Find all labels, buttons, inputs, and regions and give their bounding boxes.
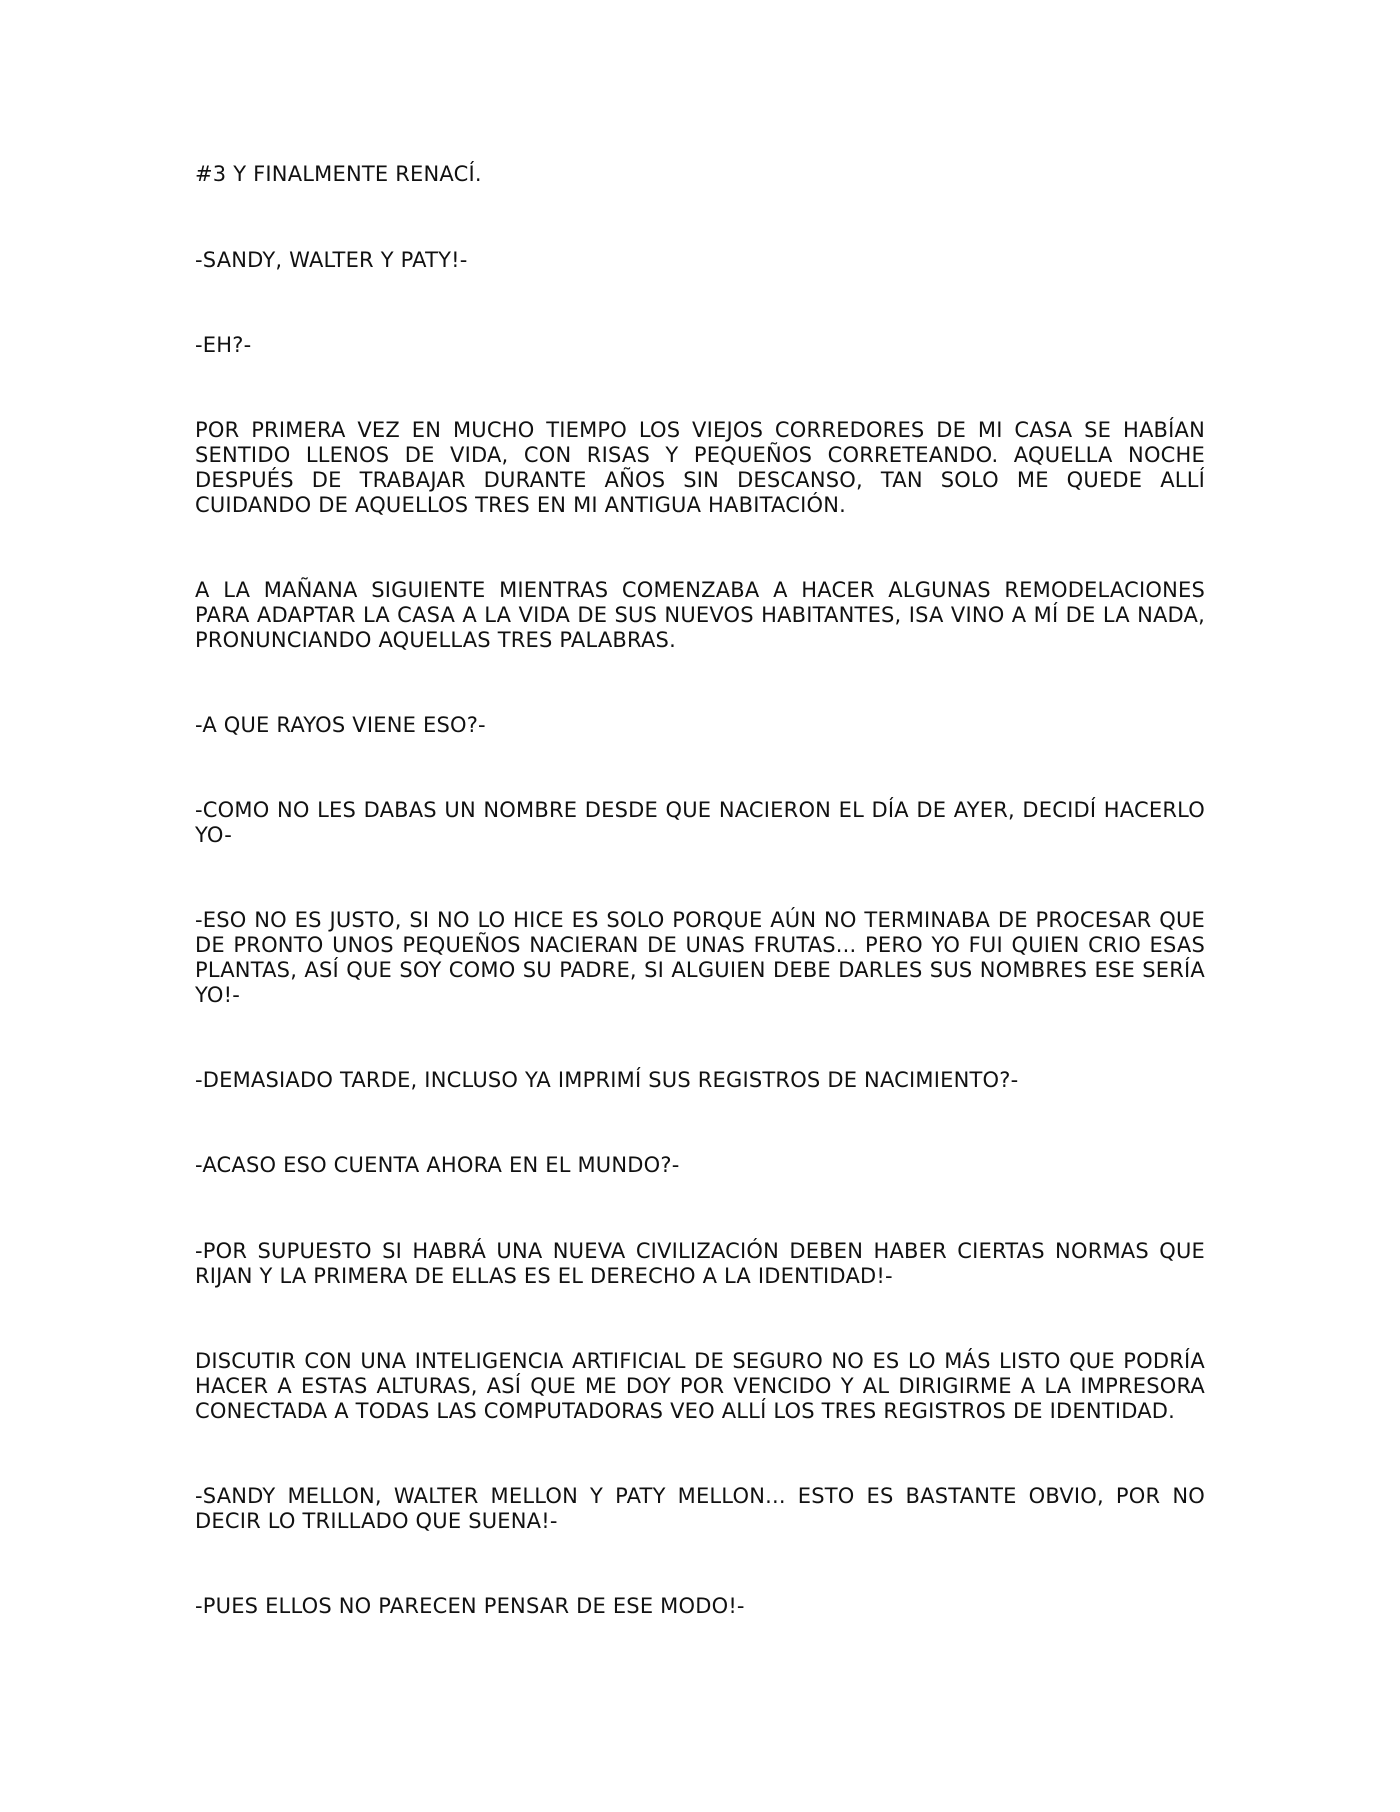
- dialogue-line: -ACASO ESO CUENTA AHORA EN EL MUNDO?-: [195, 1153, 680, 1177]
- dialogue-line: -A QUE RAYOS VIENE ESO?-: [195, 713, 486, 737]
- dialogue-line: -SANDY, WALTER Y PATY!-: [195, 248, 468, 272]
- chapter-title: #3 Y FINALMENTE RENACÍ.: [195, 162, 482, 186]
- dialogue-line: -EH?-: [195, 333, 252, 357]
- dialogue-line: -ESO NO ES JUSTO, SI NO LO HICE ES SOLO PORQUE AÚN NO TERMINABA DE PROCESAR QUE DE PRONTO UNOS PEQUEÑOS NACIERAN DE UNAS FRUTAS... PERO YO FUI QUIEN CRIO ESAS PLANTAS, ASÍ QUE SOY COMO SU PADRE, SI ALGUIEN DEBE DARLES SUS NOMBRES ESE SERÍA YO!-: [195, 908, 1205, 1007]
- dialogue-line: -DEMASIADO TARDE, INCLUSO YA IMPRIMÍ SUS REGISTROS DE NACIMIENTO?-: [195, 1068, 1019, 1092]
- dialogue-line: -POR SUPUESTO SI HABRÁ UNA NUEVA CIVILIZACIÓN DEBEN HABER CIERTAS NORMAS QUE RIJAN Y LA PRIMERA DE ELLAS ES EL DERECHO A LA IDENTIDAD!-: [195, 1239, 1205, 1288]
- dialogue-line: -COMO NO LES DABAS UN NOMBRE DESDE QUE NACIERON EL DÍA DE AYER, DECIDÍ HACERLO YO-: [195, 798, 1205, 847]
- dialogue-line: -PUES ELLOS NO PARECEN PENSAR DE ESE MODO!-: [195, 1594, 745, 1618]
- dialogue-line: -SANDY MELLON, WALTER MELLON Y PATY MELLON... ESTO ES BASTANTE OBVIO, POR NO DECIR LO TRILLADO QUE SUENA!-: [195, 1484, 1205, 1533]
- narrative-paragraph: POR PRIMERA VEZ EN MUCHO TIEMPO LOS VIEJOS CORREDORES DE MI CASA SE HABÍAN SENTIDO LLENOS DE VIDA, CON RISAS Y PEQUEÑOS CORRETEANDO. AQUELLA NOCHE DESPUÉS DE TRABAJAR DURANTE AÑOS SIN DESCANSO, TAN SOLO ME QUEDE ALLÍ CUIDANDO DE AQUELLOS TRES EN MI ANTIGUA HABITACIÓN.: [195, 418, 1205, 517]
- narrative-paragraph: A LA MAÑANA SIGUIENTE MIENTRAS COMENZABA A HACER ALGUNAS REMODELACIONES PARA ADAPTAR LA CASA A LA VIDA DE SUS NUEVOS HABITANTES, ISA VINO A MÍ DE LA NADA, PRONUNCIANDO AQUELLAS TRES PALABRAS.: [195, 578, 1205, 652]
- narrative-paragraph: DISCUTIR CON UNA INTELIGENCIA ARTIFICIAL DE SEGURO NO ES LO MÁS LISTO QUE PODRÍA HACER A ESTAS ALTURAS, ASÍ QUE ME DOY POR VENCIDO Y AL DIRIGIRME A LA IMPRESORA CONECTADA A TODAS LAS COMPUTADORAS VEO ALLÍ LOS TRES REGISTROS DE IDENTIDAD.: [195, 1349, 1205, 1423]
